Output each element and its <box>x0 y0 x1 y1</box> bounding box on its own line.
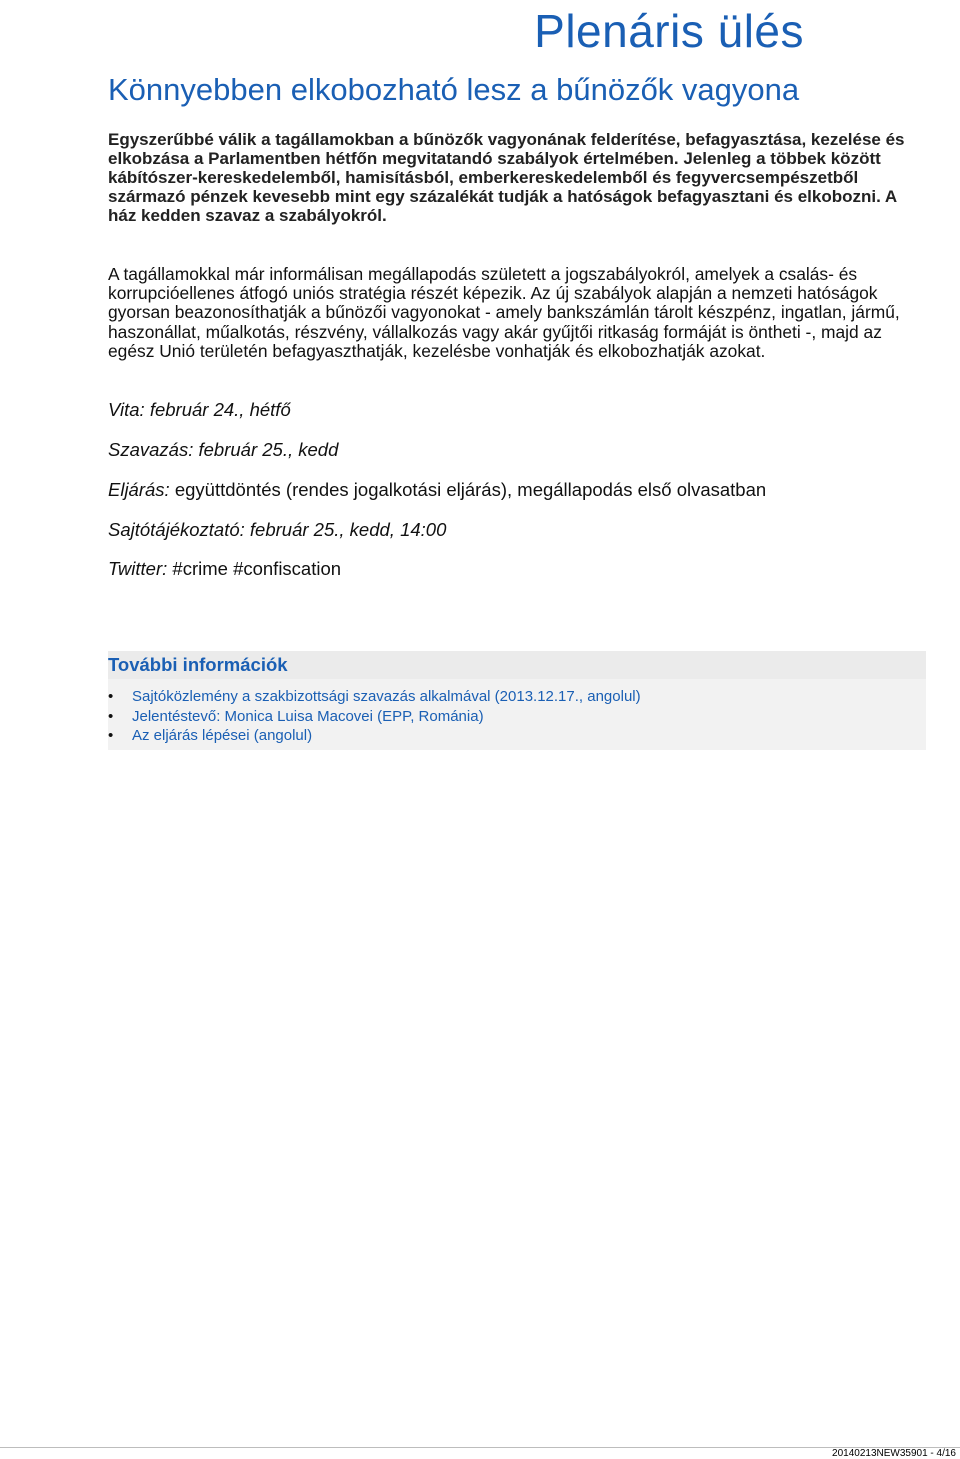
list-item <box>108 687 926 707</box>
press-release-link[interactable]: Sajtóközlemény a szakbizottsági szavazás alkalmával (2013.12.17., angolul) <box>132 688 641 705</box>
list-item <box>108 726 926 746</box>
article-headline: Könnyebben elkobozható lesz a bűnözők vagyona <box>108 72 800 107</box>
section-title: Plenáris ülés <box>534 5 804 57</box>
rapporteur-link[interactable]: Jelentéstevő: Monica Luisa Macovei (EPP, Románia) <box>132 707 484 725</box>
body-paragraph: A tagállamokkal már informálisan megállapodás született a jogszabályokról, amelyek a csalás- és korrupcióellenes átfogó uniós stratégia részét képezik. Az új szabályok alapján a nemzeti hatóságok gyorsan beazonosíthatják a bűnözői vagyonokat - amely bankszámlán tárolt készpénz, ingatlan, jármű, haszonállat, műalkotás, részvény, vállalkozás vagy akár gyűjtői ritkaság formáját is öntheti -, majd az egész Unió területén befagyaszthatják, kezelésbe vonhatják és elkobozhatják azokat. <box>108 264 900 361</box>
debate-line <box>108 399 291 421</box>
more-info-list <box>108 687 926 746</box>
twitter-hashtags[interactable]: #crime #confiscation <box>172 558 342 579</box>
procedure-steps-link[interactable]: Az eljárás lépései (angolul) <box>132 727 313 744</box>
footer-divider <box>0 1447 960 1448</box>
procedure-line <box>108 479 766 501</box>
vote-value: február 25., kedd <box>198 439 339 460</box>
twitter-line <box>108 558 341 580</box>
bullet-icon: • <box>108 727 114 744</box>
footer-reference: 20140213NEW35901 - 4/16 <box>832 1448 956 1459</box>
debate-value: február 24., hétfő <box>149 399 291 420</box>
press-value: február 25., kedd, 14:00 <box>249 519 447 540</box>
vote-label: Szavazás: <box>108 439 194 460</box>
lead-paragraph: Egyszerűbbé válik a tagállamokban a bűnözők vagyonának felderítése, befagyasztása, kezelése és elkobzása a Parlamentben hétfőn megvitatandó szabályok értelmében. Jelenleg a többek között kábítószer-kereskedelemből, hamisításból, emberkereskedelemből és fegyvercsempészetből származó pénzek kevesebb mint egy százalékát tudják a hatóságok befagyasztani és elkobozni. A ház kedden szavaz a szabályokról. <box>108 130 905 225</box>
vote-line <box>108 439 338 461</box>
debate-label: Vita: <box>108 399 145 420</box>
procedure-label: Eljárás: <box>108 479 170 500</box>
press-label: Sajtótájékoztató: <box>108 519 245 540</box>
twitter-label: Twitter: <box>108 558 168 579</box>
more-info-title: További információk <box>108 651 926 679</box>
bullet-icon: • <box>108 688 114 705</box>
press-conference-line <box>108 519 446 541</box>
list-item <box>108 707 926 727</box>
bullet-icon: • <box>108 707 114 725</box>
procedure-value: együttdöntés (rendes jogalkotási eljárás), megállapodás első olvasatban <box>174 479 767 500</box>
more-info-box <box>108 651 926 750</box>
